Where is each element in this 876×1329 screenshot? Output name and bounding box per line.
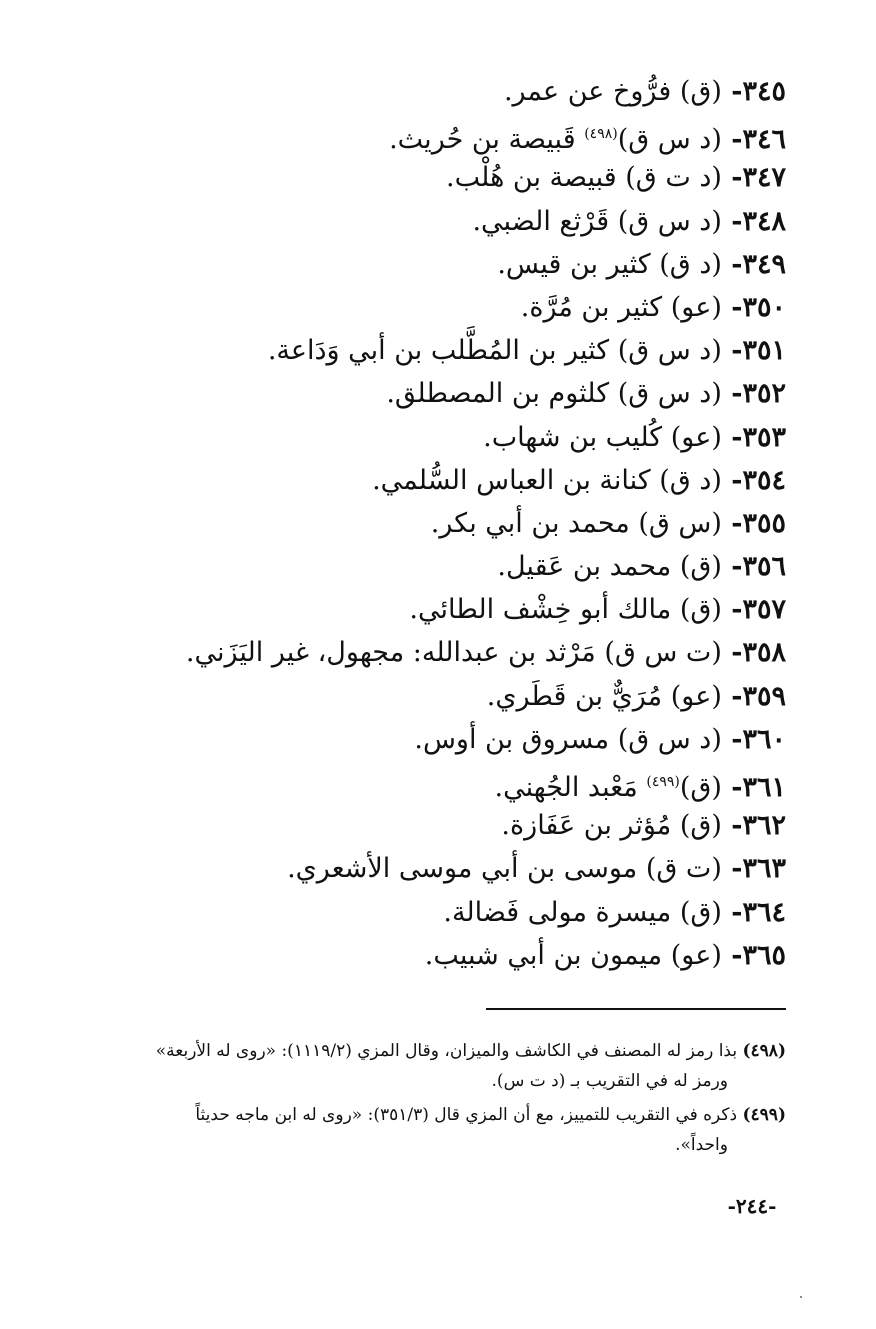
entry-source-codes: (ت س ق) <box>604 637 722 669</box>
narrator-entry <box>66 847 786 890</box>
page-number: -٢٤٤- <box>727 1194 777 1218</box>
entry-narrator-name: محمد بن أبي بكر. <box>430 507 630 539</box>
footnote-divider <box>486 1008 786 1010</box>
entry-source-codes: (ت ق) <box>645 853 722 885</box>
entry-number: ٣٦٣ <box>742 853 786 885</box>
entry-dash: - <box>721 896 743 928</box>
entry-dash: - <box>721 507 743 539</box>
entry-narrator-name: قَرْثع الضبي. <box>472 205 610 237</box>
narrator-entry <box>66 156 786 199</box>
entry-narrator-name: ميسرة مولى فَضالة. <box>443 896 672 928</box>
entry-narrator-name: مُؤثر بن عَفَازة. <box>501 810 672 842</box>
entry-narrator-name: قَبيصة بن حُريث. <box>389 124 576 156</box>
entry-dash: - <box>721 248 743 280</box>
entry-source-codes: (عو) <box>670 680 722 712</box>
narrator-entry <box>66 588 786 631</box>
entry-dash: - <box>721 421 743 453</box>
entry-narrator-name: كثير بن قيس. <box>497 248 651 280</box>
entry-source-codes: (ق) <box>679 896 722 928</box>
entry-source-codes: (د س ق) <box>617 378 722 410</box>
footnote-first-line <box>76 1100 786 1130</box>
narrator-entry <box>66 416 786 459</box>
narrator-entry <box>66 459 786 502</box>
entry-source-codes: (عو) <box>670 291 722 323</box>
entry-narrator-name: فرُّوخ عن عمر. <box>503 76 672 107</box>
entry-number: ٣٤٨ <box>742 205 786 237</box>
entry-narrator-name: كلثوم بن المصطلق. <box>386 378 610 410</box>
entry-dash: - <box>721 291 743 323</box>
entry-narrator-name: مالك أبو خِشْف الطائي. <box>409 594 672 626</box>
entry-narrator-name: كنانة بن العباس السُّلمي. <box>372 464 651 496</box>
footnote-number: (٤٩٨) <box>742 1041 786 1061</box>
narrator-entry <box>66 631 786 674</box>
entry-narrator-name: محمد بن عَقيل. <box>497 551 672 583</box>
entry-source-codes: (ق) <box>679 551 722 583</box>
entry-dash: - <box>721 464 743 496</box>
footnotes <box>76 1036 786 1164</box>
entry-source-codes: (عو) <box>670 421 722 453</box>
entry-narrator-name: كثير بن مُرَّة. <box>520 291 663 323</box>
entry-dash: - <box>721 853 743 885</box>
entry-number: ٣٥٦ <box>742 551 786 583</box>
entry-source-codes: (د ق) <box>659 464 722 496</box>
entry-source-codes: (د س ق) <box>617 124 722 156</box>
entry-number: ٣٥٥ <box>742 507 786 539</box>
entry-source-codes: (د س ق) <box>617 723 722 755</box>
narrator-entry <box>66 934 786 977</box>
entry-source-codes: (د س ق) <box>617 205 722 237</box>
entry-number: ٣٦٠ <box>742 723 786 755</box>
entry-source-codes: (س ق) <box>638 507 722 539</box>
narrator-entry <box>66 502 786 545</box>
entry-source-codes: (د ت ق) <box>625 162 722 194</box>
entry-number: ٣٥٠ <box>742 291 786 323</box>
entry-source-codes: (ق) <box>679 594 722 626</box>
entry-dash: - <box>721 205 743 237</box>
scan-speck <box>800 1296 802 1298</box>
entry-narrator-name: مَعْبد الجُهني. <box>494 772 638 803</box>
entry-dash: - <box>721 810 743 842</box>
narrator-entry <box>66 200 786 243</box>
entry-narrator-name: موسى بن أبي موسى الأشعري. <box>287 853 638 885</box>
footnote-continuation-line: ورمز له في التقريب بـ (د ت س). <box>491 1071 728 1091</box>
entry-narrator-name: كُليب بن شهاب. <box>483 421 663 453</box>
entry-dash: - <box>721 76 743 107</box>
entry-number: ٣٤٦ <box>742 124 786 156</box>
entry-number: ٣٦٤ <box>742 896 786 928</box>
entry-number: ٣٦٥ <box>742 939 786 971</box>
entry-dash: - <box>721 939 743 971</box>
entry-dash: - <box>721 378 743 410</box>
narrator-entry <box>66 113 786 156</box>
entry-number: ٣٦١ <box>742 772 786 803</box>
entry-number: ٣٥٩ <box>742 680 786 712</box>
narrator-entry <box>66 675 786 718</box>
entry-dash: - <box>721 594 743 626</box>
entry-number: ٣٤٧ <box>742 162 786 194</box>
footnote-499 <box>76 1100 786 1160</box>
entry-source-codes: (د س ق) <box>617 335 722 367</box>
entry-dash: - <box>721 772 743 803</box>
narrator-entry <box>66 761 786 804</box>
narrator-entry <box>66 286 786 329</box>
entry-narrator-name: ميمون بن أبي شبيب. <box>424 939 663 971</box>
footnote-reference: (٤٩٨) <box>584 126 618 143</box>
narrator-entry <box>66 243 786 286</box>
narrator-entry <box>66 718 786 761</box>
entry-narrator-name: مَرْثد بن عبدالله: مجهول، غير اليَزَني. <box>185 637 596 669</box>
narrator-entry <box>66 804 786 847</box>
footnote-text: بذا رمز له المصنف في الكاشف والميزان، وقال المزي (١١١٩/٢): «روى له الأربعة» <box>155 1041 738 1061</box>
narrator-entry-list <box>66 70 786 977</box>
footnote-continuation-line: واحداً». <box>675 1135 728 1155</box>
entry-number: ٣٥٤ <box>742 464 786 496</box>
entry-narrator-name: مُرَيٌّ بن قَطَري. <box>486 680 663 712</box>
entry-source-codes: (ق) <box>679 76 722 107</box>
entry-number: ٣٤٥ <box>742 76 786 107</box>
footnote-number: (٤٩٩) <box>742 1105 786 1125</box>
entry-number: ٣٥٣ <box>742 421 786 453</box>
entry-dash: - <box>721 162 743 194</box>
entry-narrator-name: قبيصة بن هُلْب. <box>446 162 617 194</box>
narrator-entry <box>66 372 786 415</box>
entry-dash: - <box>721 124 743 156</box>
footnote-498 <box>76 1036 786 1096</box>
entry-narrator-name: مسروق بن أوس. <box>414 723 610 755</box>
entry-source-codes: (عو) <box>670 939 722 971</box>
entry-dash: - <box>721 723 743 755</box>
entry-number: ٣٥٨ <box>742 637 786 669</box>
entry-number: ٣٥٧ <box>742 594 786 626</box>
narrator-entry <box>66 70 786 113</box>
narrator-entry <box>66 891 786 934</box>
narrator-entry <box>66 329 786 372</box>
footnote-reference: (٤٩٩) <box>646 774 680 790</box>
entry-dash: - <box>721 680 743 712</box>
narrator-entry <box>66 545 786 588</box>
entry-source-codes: (ق) <box>679 810 722 842</box>
entry-dash: - <box>721 551 743 583</box>
entry-number: ٣٥٢ <box>742 378 786 410</box>
footnote-first-line <box>76 1036 786 1066</box>
entry-dash: - <box>721 637 743 669</box>
entry-dash: - <box>721 335 743 367</box>
entry-source-codes: (ق) <box>679 772 722 803</box>
entry-number: ٣٦٢ <box>742 810 786 842</box>
entry-narrator-name: كثير بن المُطَّلب بن أبي وَدَاعة. <box>267 335 610 367</box>
entry-number: ٣٥١ <box>742 335 786 367</box>
footnote-text: ذكره في التقريب للتمييز، مع أن المزي قال (٣٥١/٣): «روى له ابن ماجه حديثاً <box>195 1105 738 1125</box>
entry-number: ٣٤٩ <box>742 248 786 280</box>
entry-source-codes: (د ق) <box>659 248 722 280</box>
